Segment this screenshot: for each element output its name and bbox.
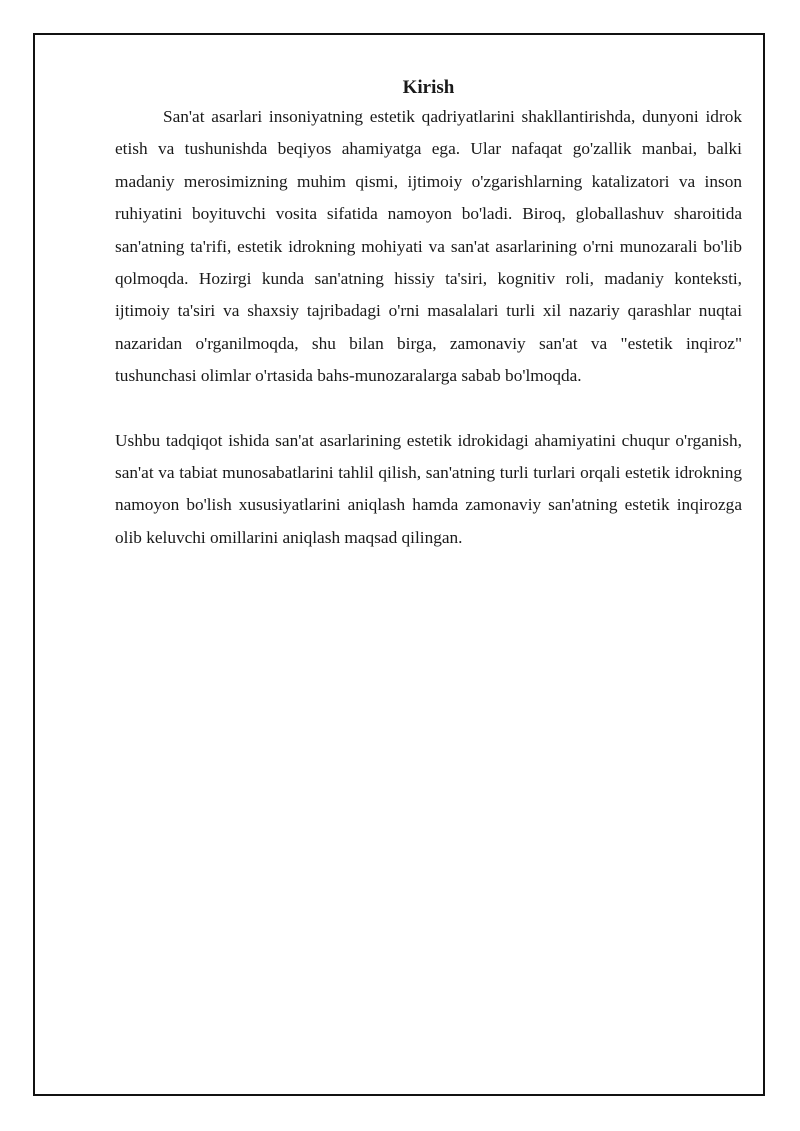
document-title: Kirish	[402, 77, 455, 98]
paragraph-intro: San'at asarlari insoniyatning estetik qadriyatlarini shakllantirishda, dunyoni idrok etish va tushunishda beqiyos ahamiyatga ega. Ular nafaqat go'zallik manbai, balki madaniy merosimizning muhim qismi, ijtimoiy o'zgarishlarning katalizatori va inson ruhiyatini boyituvchi vosita sifatida namoyon bo'ladi. Biroq, globallashuv sharoitida san'atning ta'rifi, estetik idrokning mohiyati va san'at asarlarining o'rni munozarali bo'lib qolmoqda. Hozirgi kunda san'atning hissiy ta'siri, kognitiv roli, madaniy konteksti, ijtimoiy ta'siri va shaxsiy tajribadagi o'rni masalalari turli xil nazariy qarashlar nuqtai nazaridan o'rganilmoqda, shu bilan birga, zamonaviy san'at va "estetik inqiroz" tushunchasi olimlar o'rtasida bahs-munozaralarga sabab bo'lmoqda.	[115, 107, 742, 386]
paragraph-purpose: Ushbu tadqiqot ishida san'at asarlarining estetik idrokidagi ahamiyatini chuqur o'rganish, san'at va tabiat munosabatlarini tahlil qilish, san'atning turli turlari orqali estetik idrokning namoyon bo'lish xususiyatlarini aniqlash hamda zamonaviy san'atning estetik inqirozga olib keluvchi omillarini aniqlash maqsad qilingan.	[115, 430, 742, 547]
document-body	[115, 76, 742, 554]
paragraph-spacer	[115, 393, 742, 425]
